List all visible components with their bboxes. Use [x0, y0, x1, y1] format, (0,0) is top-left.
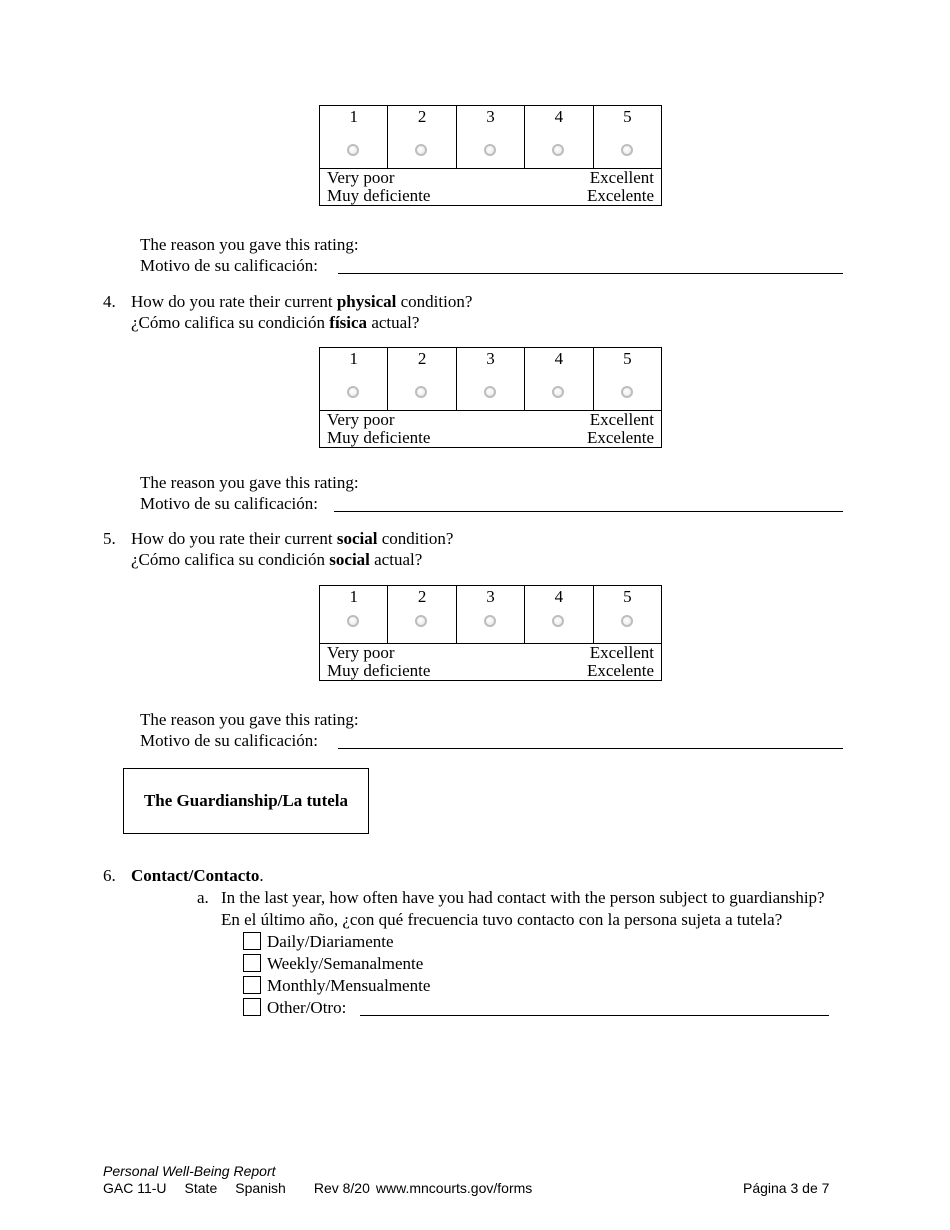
option-daily: Daily/Diariamente: [243, 931, 394, 952]
option-other: Other/Otro:: [243, 997, 346, 1018]
footer-rev: Rev 8/20: [313, 1180, 370, 1196]
scale-low-es: Muy deficiente: [327, 186, 431, 205]
checkbox-monthly[interactable]: [243, 976, 261, 994]
reason-label-en: The reason you gave this rating:: [140, 235, 359, 254]
scale-low-en: Very poor: [327, 643, 395, 662]
rating-radio-4[interactable]: [552, 615, 564, 627]
q4-question-en: How do you rate their current physical condition?: [131, 292, 473, 311]
scale-high-en: Excellent: [589, 410, 654, 429]
rating-radio-4[interactable]: [552, 144, 564, 156]
rating-cell-3: 3: [457, 586, 525, 643]
q4-question-es: ¿Cómo califica su condición física actual?: [131, 313, 420, 332]
rating-radio-3[interactable]: [484, 386, 496, 398]
rating-cell-2: 2: [388, 348, 456, 410]
scale-high-es: Excelente: [586, 661, 654, 680]
option-monthly: Monthly/Mensualmente: [243, 975, 430, 996]
rating-cell-5: 5: [594, 106, 661, 168]
rating-radio-1[interactable]: [347, 615, 359, 627]
rating-cell-5: 5: [594, 348, 661, 410]
scale-low-es: Muy deficiente: [327, 428, 431, 447]
reason-input-q3[interactable]: [338, 273, 843, 274]
reason-label-es: Motivo de su calificación:: [140, 256, 318, 275]
q5-question-en: How do you rate their current social condition?: [131, 529, 454, 548]
reason-label-es: Motivo de su calificación:: [140, 731, 318, 750]
section-heading-box: [123, 768, 369, 834]
q4-number: 4.: [103, 292, 116, 311]
q6-number: 6.: [103, 866, 116, 885]
rating-cell-5: 5: [594, 586, 661, 643]
scale-low-en: Very poor: [327, 410, 395, 429]
reason-label-es: Motivo de su calificación:: [140, 494, 318, 513]
rating-cell-3: 3: [457, 106, 525, 168]
checkbox-daily[interactable]: [243, 932, 261, 950]
q6-title: Contact/Contacto.: [131, 866, 264, 885]
scale-high-en: Excellent: [589, 643, 654, 662]
footer-page-number: Página 3 de 7: [743, 1180, 830, 1196]
section-title: The Guardianship/La tutela: [143, 791, 349, 810]
q6a-question-en: In the last year, how often have you had contact with the person subject to guardianship?: [221, 888, 825, 907]
checkbox-weekly[interactable]: [243, 954, 261, 972]
option-weekly: Weekly/Semanalmente: [243, 953, 423, 974]
reason-label-en: The reason you gave this rating:: [140, 710, 359, 729]
scale-labels: [320, 169, 661, 205]
q5-question-es: ¿Cómo califica su condición social actual?: [131, 550, 423, 569]
q5-number: 5.: [103, 529, 116, 548]
rating-table-q5: [319, 585, 662, 681]
rating-cell-1: 1: [320, 106, 388, 168]
rating-radio-4[interactable]: [552, 386, 564, 398]
footer-title: Personal Well-Being Report: [103, 1163, 276, 1179]
scale-high-en: Excellent: [589, 168, 654, 187]
rating-radio-3[interactable]: [484, 144, 496, 156]
footer-form-id: GAC 11-U: [103, 1180, 167, 1196]
rating-radio-2[interactable]: [415, 386, 427, 398]
rating-radio-5[interactable]: [621, 386, 633, 398]
footer-state: State: [184, 1180, 218, 1196]
footer-info: [103, 1180, 532, 1197]
rating-radio-3[interactable]: [484, 615, 496, 627]
scale-high-es: Excelente: [586, 186, 654, 205]
rating-radio-2[interactable]: [415, 144, 427, 156]
reason-label-en: The reason you gave this rating:: [140, 473, 359, 492]
rating-radio-2[interactable]: [415, 615, 427, 627]
footer-url[interactable]: www.mncourts.gov/forms: [375, 1180, 533, 1196]
rating-cell-1: 1: [320, 348, 388, 410]
rating-radio-5[interactable]: [621, 615, 633, 627]
rating-cell-2: 2: [388, 106, 456, 168]
rating-table-q4: [319, 347, 662, 448]
rating-cell-1: 1: [320, 586, 388, 643]
footer-language: Spanish: [235, 1180, 286, 1196]
rating-radio-5[interactable]: [621, 144, 633, 156]
q6a-question-es: En el último año, ¿con qué frecuencia tuvo contacto con la persona sujeta a tutela?: [221, 910, 783, 929]
scale-high-es: Excelente: [586, 428, 654, 447]
scale-low-en: Very poor: [327, 168, 395, 187]
checkbox-other[interactable]: [243, 998, 261, 1016]
scale-labels: [320, 644, 661, 680]
rating-cell-4: 4: [525, 106, 593, 168]
rating-table-q3: [319, 105, 662, 206]
other-text-input[interactable]: [360, 1015, 829, 1016]
scale-labels: [320, 411, 661, 447]
rating-radio-1[interactable]: [347, 386, 359, 398]
rating-cell-2: 2: [388, 586, 456, 643]
scale-low-es: Muy deficiente: [327, 661, 431, 680]
q6a-label: a.: [197, 888, 209, 907]
rating-radio-1[interactable]: [347, 144, 359, 156]
rating-cell-4: 4: [525, 348, 593, 410]
reason-input-q5[interactable]: [338, 748, 843, 749]
rating-cell-3: 3: [457, 348, 525, 410]
reason-input-q4[interactable]: [334, 511, 843, 512]
rating-cell-4: 4: [525, 586, 593, 643]
